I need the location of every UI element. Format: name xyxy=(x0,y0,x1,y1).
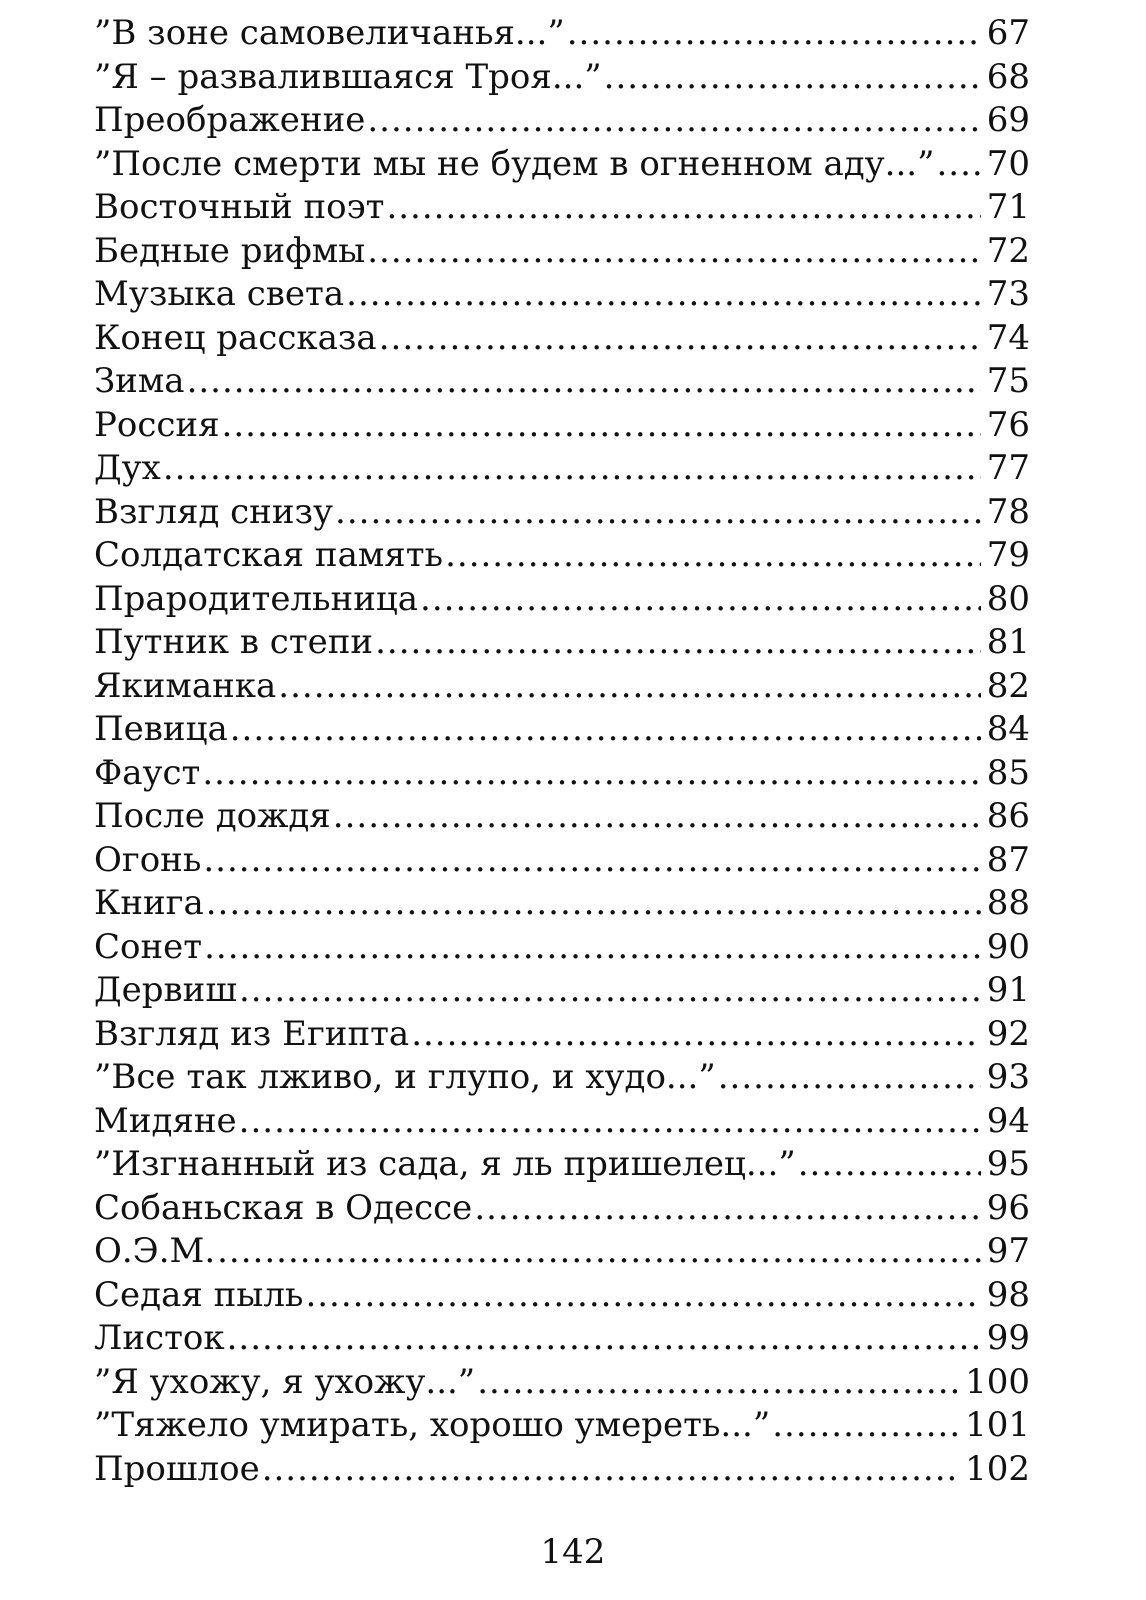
toc-entry-page: 90 xyxy=(986,926,1030,967)
dot-leader xyxy=(262,1448,959,1492)
toc-entry xyxy=(94,1013,1030,1057)
toc-entry-page: 92 xyxy=(986,1013,1030,1054)
toc-entry-title: Собаньская в Одессе xyxy=(94,1187,473,1228)
toc-entry xyxy=(94,230,1030,274)
dot-leader xyxy=(367,230,980,274)
toc-entry-page: 80 xyxy=(986,578,1030,619)
toc-entry xyxy=(94,752,1030,796)
toc-entry xyxy=(94,665,1030,709)
toc-entry-title: Музыка света xyxy=(94,274,345,314)
dot-leader xyxy=(604,56,981,100)
toc-entry-title: Прародительница xyxy=(94,578,419,619)
toc-entry-page: 94 xyxy=(986,1100,1030,1141)
toc-entry-title: Мидяне xyxy=(94,1100,237,1141)
dot-leader xyxy=(379,317,981,361)
toc-entry-page: 91 xyxy=(986,970,1030,1010)
toc-entry-title: Взгляд из Египта xyxy=(94,1013,410,1054)
toc-entry xyxy=(94,360,1030,404)
toc-entry-title: Книга xyxy=(94,883,204,923)
toc-entry xyxy=(94,926,1030,970)
toc-entry xyxy=(94,882,1030,926)
toc-entry-page: 96 xyxy=(986,1187,1030,1228)
table-of-contents xyxy=(94,12,1030,1491)
dot-leader xyxy=(187,360,981,404)
dot-leader xyxy=(798,1143,981,1187)
toc-entry-page: 85 xyxy=(986,752,1030,793)
toc-entry-page: 93 xyxy=(986,1057,1030,1097)
toc-entry-page: 88 xyxy=(986,883,1030,923)
toc-entry-title: ”Изгнанный из сада, я ль пришелец...” xyxy=(94,1144,796,1184)
dot-leader xyxy=(445,534,981,578)
dot-leader xyxy=(937,143,981,187)
toc-entry xyxy=(94,1187,1030,1231)
toc-entry-page: 97 xyxy=(986,1231,1030,1271)
toc-entry-title: Фауст xyxy=(94,752,201,793)
toc-entry-title: Прошлое xyxy=(94,1448,260,1489)
toc-entry-page: 67 xyxy=(986,13,1030,53)
toc-entry-page: 71 xyxy=(986,187,1030,227)
toc-entry-title: Дервиш xyxy=(94,970,237,1010)
toc-entry xyxy=(94,578,1030,622)
toc-entry xyxy=(94,839,1030,883)
toc-entry xyxy=(94,143,1030,187)
dot-leader xyxy=(204,926,981,970)
dot-leader xyxy=(333,795,981,839)
toc-entry-title: ”Все так лживо, и глупо, и худо...” xyxy=(94,1057,716,1097)
toc-entry-page: 77 xyxy=(986,448,1030,488)
toc-entry-page: 70 xyxy=(986,143,1030,184)
toc-entry-title: ”Я – развалившаяся Троя...” xyxy=(94,56,602,97)
dot-leader xyxy=(163,447,981,491)
toc-entry-title: Россия xyxy=(94,404,220,445)
toc-entry-title: Сонет xyxy=(94,926,203,967)
toc-entry-page: 76 xyxy=(986,404,1030,445)
dot-leader xyxy=(217,1230,981,1274)
dot-leader xyxy=(411,1013,981,1057)
toc-entry xyxy=(94,534,1030,578)
toc-entry-title: Листок xyxy=(94,1318,225,1358)
toc-entry-title: Солдатская память xyxy=(94,535,444,575)
toc-entry-title: Дух xyxy=(94,448,161,488)
dot-leader xyxy=(206,882,981,926)
toc-entry-page: 79 xyxy=(986,535,1030,575)
toc-entry xyxy=(94,1100,1030,1144)
toc-entry-title: Конец рассказа xyxy=(94,317,377,358)
toc-entry-page: 95 xyxy=(986,1144,1030,1184)
toc-entry-page: 74 xyxy=(986,317,1030,358)
toc-entry-title: ”В зоне самовеличанья...” xyxy=(94,13,565,53)
toc-entry xyxy=(94,12,1030,56)
toc-entry-title: О.Э.М. xyxy=(94,1231,216,1271)
dot-leader xyxy=(375,621,981,665)
toc-entry-page: 78 xyxy=(986,491,1030,532)
toc-entry-page: 82 xyxy=(986,665,1030,706)
toc-entry-page: 68 xyxy=(986,56,1030,97)
toc-entry-title: Огонь xyxy=(94,839,202,880)
toc-entry xyxy=(94,708,1030,752)
dot-leader xyxy=(222,404,981,448)
dot-leader xyxy=(203,839,980,883)
toc-entry-page: 98 xyxy=(986,1274,1030,1315)
dot-leader xyxy=(367,99,980,143)
toc-entry xyxy=(94,969,1030,1013)
toc-entry-title: ”Тяжело умирать, хорошо умереть...” xyxy=(94,1405,771,1445)
toc-entry xyxy=(94,404,1030,448)
toc-entry-page: 87 xyxy=(986,839,1030,880)
toc-entry-page: 72 xyxy=(986,230,1030,271)
toc-entry xyxy=(94,273,1030,317)
toc-entry-page: 69 xyxy=(986,100,1030,140)
dot-leader xyxy=(474,1187,980,1231)
toc-entry xyxy=(94,447,1030,491)
toc-entry-title: Восточный поэт xyxy=(94,187,385,227)
toc-entry xyxy=(94,795,1030,839)
toc-entry xyxy=(94,1056,1030,1100)
dot-leader xyxy=(202,752,980,796)
toc-entry xyxy=(94,1361,1030,1405)
toc-entry-title: Преображение xyxy=(94,100,366,140)
toc-entry xyxy=(94,56,1030,100)
toc-entry-page: 75 xyxy=(986,361,1030,401)
dot-leader xyxy=(420,578,981,622)
toc-entry-title: Зима xyxy=(94,361,185,401)
toc-entry-title: Седая пыль xyxy=(94,1274,304,1315)
dot-leader xyxy=(718,1056,981,1100)
dot-leader xyxy=(278,665,980,709)
toc-entry-title: ”После смерти мы не будем в огненном аду...” xyxy=(94,143,935,184)
toc-entry-title: ”Я ухожу, я ухожу...” xyxy=(94,1361,476,1402)
toc-entry xyxy=(94,1230,1030,1274)
dot-leader xyxy=(227,1317,981,1361)
dot-leader xyxy=(335,491,981,535)
toc-entry-page: 100 xyxy=(965,1361,1030,1402)
dot-leader xyxy=(239,1100,981,1144)
toc-entry xyxy=(94,491,1030,535)
toc-entry-page: 86 xyxy=(986,796,1030,836)
toc-entry-title: Певица xyxy=(94,709,228,749)
toc-entry xyxy=(94,1317,1030,1361)
toc-entry-page: 99 xyxy=(986,1318,1030,1358)
toc-entry-title: Взгляд снизу xyxy=(94,491,334,532)
toc-entry-title: Бедные рифмы xyxy=(94,230,366,271)
toc-entry xyxy=(94,1448,1030,1492)
dot-leader xyxy=(239,969,981,1013)
toc-entry-page: 73 xyxy=(986,274,1030,314)
toc-entry xyxy=(94,317,1030,361)
toc-entry-page: 84 xyxy=(986,709,1030,749)
dot-leader xyxy=(346,273,981,317)
toc-entry xyxy=(94,99,1030,143)
toc-entry-title: После дождя xyxy=(94,796,331,836)
toc-entry xyxy=(94,186,1030,230)
toc-entry-page: 81 xyxy=(986,622,1030,662)
toc-entry xyxy=(94,1404,1030,1448)
dot-leader xyxy=(772,1404,959,1448)
toc-entry xyxy=(94,621,1030,665)
dot-leader xyxy=(567,12,981,56)
toc-entry xyxy=(94,1274,1030,1318)
dot-leader xyxy=(230,708,981,752)
dot-leader xyxy=(305,1274,980,1318)
toc-entry-title: Путник в степи xyxy=(94,622,374,662)
page-number: 142 xyxy=(540,1532,606,1572)
dot-leader xyxy=(477,1361,959,1405)
toc-entry-title: Якиманка xyxy=(94,665,277,706)
dot-leader xyxy=(386,186,980,230)
toc-entry-page: 102 xyxy=(965,1448,1030,1489)
toc-entry-page: 101 xyxy=(965,1405,1030,1445)
toc-entry xyxy=(94,1143,1030,1187)
